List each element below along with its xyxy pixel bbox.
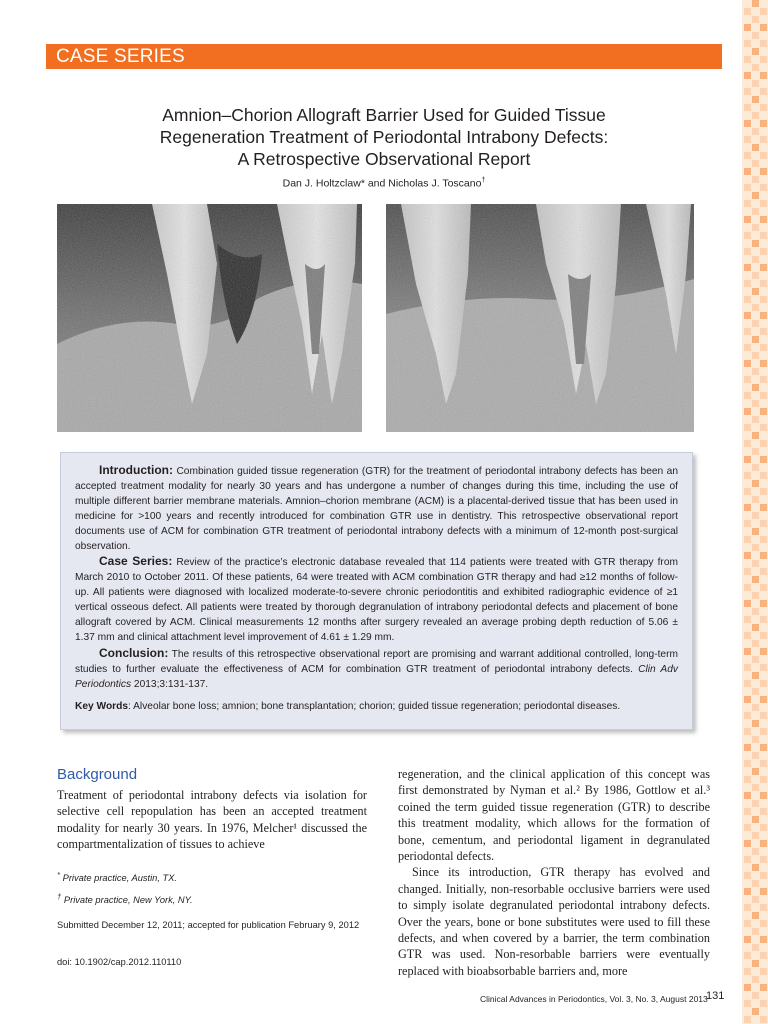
article-title bbox=[46, 104, 722, 170]
conclusion-text: The results of this retrospective observational report are promising and warrant additional controlled, long-term studies to further evaluate the effectiveness of ACM for combination GTR treatment of periodontal intrabony defects. bbox=[75, 648, 678, 675]
footer-journal-info: Clinical Advances in Periodontics, Vol. 3, No. 3, August 2013 bbox=[480, 994, 708, 1004]
introduction-text: Combination guided tissue regeneration (GTR) for the treatment of periodontal intrabony defects has been an accepted treatment modality for nearly 30 years and has undergone a number of changes during this time, including the use of multiple different barrier membrane materials. Amnion–chorion membrane (ACM) is a placental-derived tissue that has been used in medicine for >100 years and recently introduced for combination GTR use in dentistry. This retrospective observational report documents use of ACM for combination GTR treatment of periodontal intrabony defects with a minimum of 12-month post-surgical observation. bbox=[75, 466, 678, 552]
background-heading: Background bbox=[57, 766, 138, 783]
doi: doi: 10.1902/cap.2012.110110 bbox=[57, 957, 182, 967]
author-list bbox=[46, 177, 722, 190]
background-paragraph-2: Since its introduction, GTR therapy has evolved and changed. Initially, non-resorbable occlusive barriers were used to simply isolate degranulated periodontal intrabony defects. Over the years, bone or bone substitutes were used to fill these defects, and when covered by a barrier, the term combination GTR was used. Non-resorbable barriers were eventually replaced with bioabsorbable barriers and, more bbox=[398, 865, 710, 978]
abstract-conclusion bbox=[75, 646, 678, 693]
abstract-case-series bbox=[75, 554, 678, 645]
abstract-keywords bbox=[75, 700, 678, 715]
citation-journal: Clin Adv Periodontics bbox=[75, 663, 678, 690]
keywords-text: : Alveolar bone loss; amnion; bone transplantation; chorion; guided tissue regeneration; periodontal diseases. bbox=[128, 700, 621, 712]
title-line-1: Amnion–Chorion Allograft Barrier Used for Guided Tissue bbox=[162, 105, 606, 125]
background-paragraph-1-continued: regeneration, and the clinical application of this concept was first demonstrated by Nyman et al.² By 1986, Gottlow et al.³ coined the term guided tissue regeneration (GTR) to describe this treatment modality, which allows for the formation of bone, cementum, and periodontal ligament in degranulated periodontal defects. bbox=[398, 767, 710, 864]
footnote-1 bbox=[57, 870, 177, 883]
footnote-1-text: Private practice, Austin, TX. bbox=[62, 873, 177, 884]
abstract-box bbox=[60, 452, 693, 730]
radiograph-postoperative bbox=[386, 204, 694, 432]
case-series-heading: Case Series: bbox=[99, 554, 173, 569]
section-label: CASE SERIES bbox=[56, 46, 185, 67]
introduction-heading: Introduction: bbox=[99, 463, 173, 477]
right-column bbox=[398, 766, 710, 979]
author-names: Dan J. Holtzclaw* and Nicholas J. Toscano bbox=[282, 177, 482, 190]
citation-details: 2013;3:131-137. bbox=[133, 678, 209, 690]
footnote-2 bbox=[57, 892, 193, 905]
background-paragraph-1: Treatment of periodontal intrabony defects via isolation for selective cell repopulation has been an accepted treatment modality for nearly 30 years. In 1976, Melcher¹ discussed the compartmentalization of tissues to achieve bbox=[57, 788, 367, 852]
footnote-2-text: Private practice, New York, NY. bbox=[63, 895, 193, 906]
conclusion-heading: Conclusion: bbox=[99, 645, 169, 660]
footnote-2-mark: † bbox=[57, 892, 62, 901]
radiograph-preoperative bbox=[57, 204, 362, 432]
page-number: 131 bbox=[706, 990, 725, 1002]
title-line-3: A Retrospective Observational Report bbox=[237, 149, 531, 169]
section-banner bbox=[46, 44, 722, 69]
submission-info: Submitted December 12, 2011; accepted for publication February 9, 2012 bbox=[57, 920, 360, 930]
abstract-introduction bbox=[75, 463, 678, 554]
footnote-1-mark: * bbox=[57, 870, 61, 879]
title-line-2: Regeneration Treatment of Periodontal Intrabony Defects: bbox=[159, 127, 609, 147]
author-affiliation-mark: † bbox=[481, 177, 486, 184]
case-series-text: Review of the practice’s electronic database revealed that 114 patients were treated with GTR therapy from March 2010 to October 2011. Of these patients, 64 were treated with ACM combination GTR therapy and had ≥12 months of follow-up. All patients were diagnosed with localized moderate-to-severe chronic periodontitis and exhibited radiographic evidence of ≥1 vertical osseous defect. All patients were treated by thorough degranulation of intrabony periodontal defects and placement of bone allograft covered by ACM. Clinical measurements 12 months after surgery revealed an average probing depth reduction of 5.06 ± 1.37 mm and clinical attachment level improvement of 4.61 ± 1.29 mm. bbox=[75, 557, 678, 643]
decorative-edge-pattern bbox=[742, 0, 768, 1024]
keywords-label: Key Words bbox=[75, 700, 129, 712]
left-column bbox=[57, 766, 367, 853]
